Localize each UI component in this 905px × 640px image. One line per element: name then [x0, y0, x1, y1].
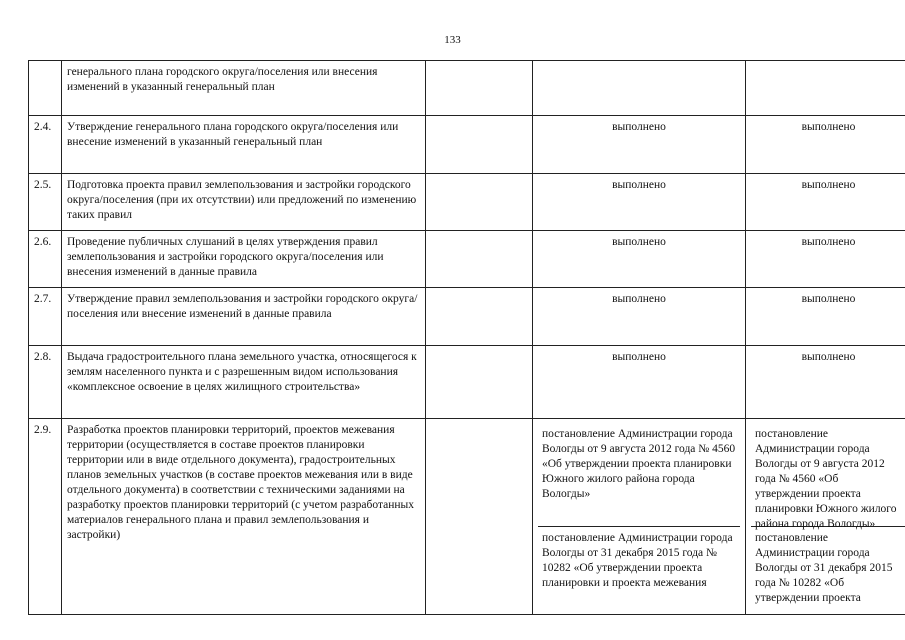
- resolution-text: постановление Администрации города Вологды от 31 декабря 2015 года № 10282 «Об утверждении проекта: [751, 526, 905, 610]
- resolution-cell: [746, 419, 905, 615]
- table-row: [29, 61, 905, 116]
- row-description: Разработка проектов планировки территорий, проектов межевания территории (осуществляется в составе проектов планировки территории или в виде отдельного документа), градостроительных планов земельных участков (в составе проектов межевания или в виде отдельного документа) в соответствии с техническими заданиями на разработку проектов планировки территорий (с учетом разработанных материалов генерального плана и правил землепользования и застройки): [62, 419, 426, 615]
- status-cell: [533, 61, 746, 116]
- row-description: Подготовка проекта правил землепользования и застройки городского округа/поселения (при их отсутствии) или предложений по изменению таких правил: [62, 174, 426, 231]
- empty-cell: [426, 231, 533, 288]
- resolution-text: постановление Администрации города Вологды от 9 августа 2012 года № 4560 «Об утверждении проекта планировки Южного жилого района города Вологды»: [542, 428, 736, 500]
- document-table: [28, 60, 905, 615]
- table-row: [29, 174, 905, 231]
- resolution-cell: [533, 419, 746, 615]
- table-row: [29, 288, 905, 346]
- row-description: Утверждение правил землепользования и застройки городского округа/поселения или внесение изменений в данные правила: [62, 288, 426, 346]
- row-number: [29, 61, 62, 116]
- resolution-text: постановление Администрации города Вологды от 31 декабря 2015 года № 10282 «Об утверждении проекта планировки и проекта межевания: [538, 526, 740, 595]
- row-number: 2.9.: [29, 419, 62, 615]
- status-cell: выполнено: [746, 288, 905, 346]
- empty-cell: [426, 116, 533, 174]
- row-description: Утверждение генерального плана городского округа/поселения или внесение изменений в указанный генеральный план: [62, 116, 426, 174]
- row-number: 2.6.: [29, 231, 62, 288]
- status-cell: [746, 61, 905, 116]
- row-number: 2.4.: [29, 116, 62, 174]
- status-cell: выполнено: [533, 346, 746, 419]
- empty-cell: [426, 346, 533, 419]
- status-cell: выполнено: [533, 231, 746, 288]
- row-description: генерального плана городского округа/поселения или внесения изменений в указанный генеральный план: [62, 61, 426, 116]
- empty-cell: [426, 174, 533, 231]
- status-cell: выполнено: [533, 174, 746, 231]
- row-description: Проведение публичных слушаний в целях утверждения правил землепользования и застройки городского округа/поселения или внесения изменений в данные правила: [62, 231, 426, 288]
- row-number: 2.8.: [29, 346, 62, 419]
- table-row: [29, 116, 905, 174]
- status-cell: выполнено: [533, 116, 746, 174]
- status-cell: выполнено: [746, 174, 905, 231]
- status-cell: выполнено: [746, 346, 905, 419]
- table-row: [29, 346, 905, 419]
- row-number: 2.7.: [29, 288, 62, 346]
- page-number: 133: [444, 34, 461, 46]
- table-row: [29, 231, 905, 288]
- status-cell: выполнено: [533, 288, 746, 346]
- table-row: [29, 419, 905, 615]
- resolution-text: постановление Администрации города Вологды от 9 августа 2012 года № 4560 «Об утверждении проекта планировки Южного жилого района города Вологды»: [755, 428, 897, 530]
- row-description: Выдача градостроительного плана земельного участка, относящегося к землям населенного пункта и с разрешенным видом использования «комплексное освоение в целях жилищного строительства»: [62, 346, 426, 419]
- empty-cell: [426, 419, 533, 615]
- empty-cell: [426, 288, 533, 346]
- row-number: 2.5.: [29, 174, 62, 231]
- status-cell: выполнено: [746, 116, 905, 174]
- empty-cell: [426, 61, 533, 116]
- status-cell: выполнено: [746, 231, 905, 288]
